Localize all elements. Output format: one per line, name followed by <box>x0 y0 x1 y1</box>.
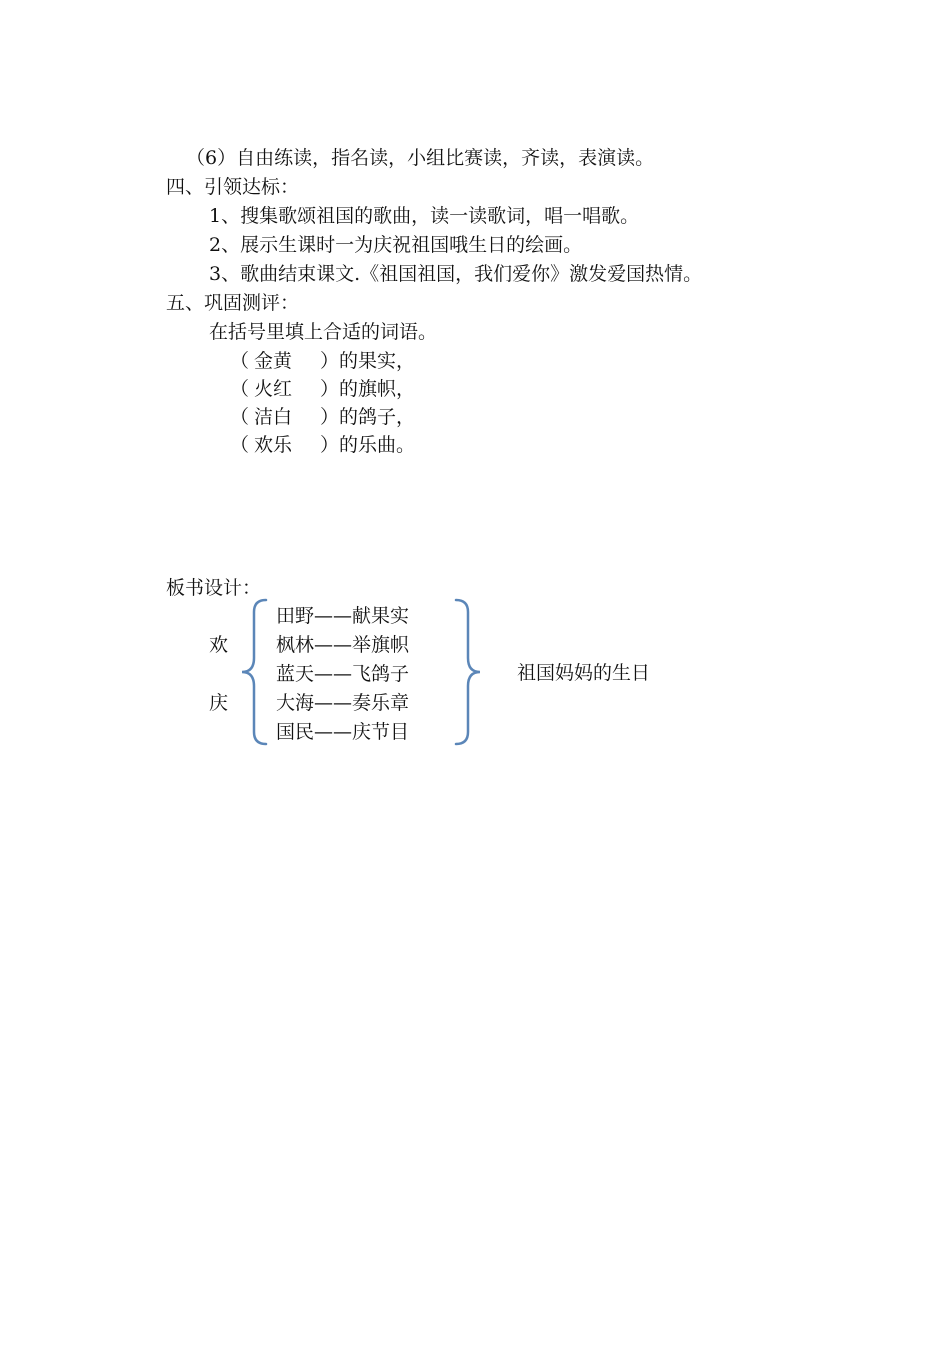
open-paren: （ <box>230 406 250 428</box>
section4-item-3: 3、歌曲结束课文.《祖国祖国，我们爱你》激发爱国热情。 <box>209 263 703 285</box>
board-pair: 田野——献果实 <box>276 605 410 627</box>
board-result: 祖国妈妈的生日 <box>517 662 651 684</box>
board-pair: 蓝天——飞鸽子 <box>276 663 410 685</box>
exercise-instruction: 在括号里填上合适的词语。 <box>209 321 438 343</box>
fill-answer: 金黄 <box>254 350 293 372</box>
board-pair: 枫林——举旗帜 <box>276 634 410 656</box>
open-paren: （ <box>230 350 250 372</box>
open-paren: （ <box>230 378 250 400</box>
right-brace-icon <box>450 596 490 756</box>
board-design-title: 板书设计： <box>166 577 262 599</box>
section4-item-2: 2、展示生课时一为庆祝祖国哦生日的绘画。 <box>209 234 583 256</box>
left-brace-icon <box>236 596 276 756</box>
fill-answer: 火红 <box>254 378 293 400</box>
fill-phrase: ）的旗帜， <box>320 378 416 400</box>
left-brace-path <box>242 600 266 744</box>
fill-answer: 洁白 <box>254 406 293 428</box>
lesson-step-6: （6）自由练读，指名读，小组比赛读，齐读，表演读。 <box>186 147 655 169</box>
board-pair: 大海——奏乐章 <box>276 692 410 714</box>
board-side-char-bottom: 庆 <box>209 692 229 714</box>
open-paren: （ <box>230 434 250 456</box>
section4-item-1: 1、搜集歌颂祖国的歌曲，读一读歌词，唱一唱歌。 <box>209 205 640 227</box>
fill-phrase: ）的果实， <box>320 350 416 372</box>
right-brace-path <box>456 600 480 744</box>
section-heading-5: 五、巩固测评： <box>166 292 300 314</box>
board-side-char-top: 欢 <box>209 634 229 656</box>
fill-answer: 欢乐 <box>254 434 293 456</box>
fill-phrase: ）的乐曲。 <box>320 434 416 456</box>
board-pair: 国民——庆节目 <box>276 721 410 743</box>
section-heading-4: 四、引领达标： <box>166 176 300 198</box>
fill-phrase: ）的鸽子， <box>320 406 416 428</box>
